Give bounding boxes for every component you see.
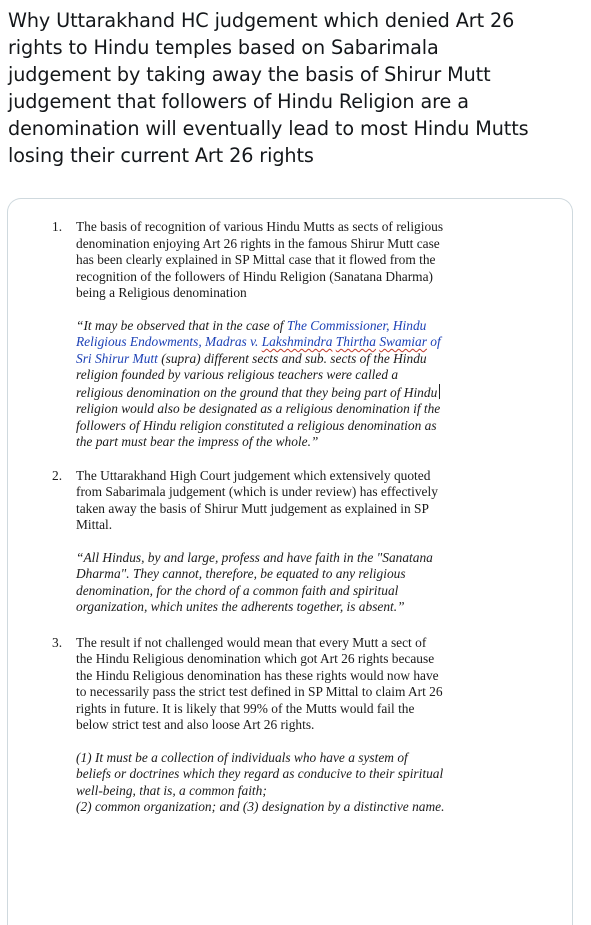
quote-line: well-being, that is, a common faith; xyxy=(76,782,267,798)
quote-line: the part must bear the impress of the whole.” xyxy=(76,434,319,449)
paragraph-line: the Hindu Religious denomination has these rights would now have xyxy=(76,667,439,683)
paragraph-line: The Uttarakhand High Court judgement which extensively quoted xyxy=(76,467,431,483)
quote-line: beliefs or doctrines which they regard as conducive to their spiritual xyxy=(76,766,444,781)
quote-line: denomination, for the chord of a common faith and spiritual xyxy=(76,582,399,598)
quote-line: religious denomination on the ground that they being part of Hindu xyxy=(76,384,538,402)
paragraph-line: recognition of the followers of Hindu Religion (Sanatana Dharma) xyxy=(76,268,433,284)
document-image xyxy=(48,219,538,816)
block-quote xyxy=(76,750,538,816)
tweet-text-line: judgement that followers of Hindu Religion are a xyxy=(8,90,469,113)
quote-line xyxy=(76,334,538,351)
quote-text: “It may be observed that in the case of xyxy=(76,317,287,333)
tweet-image-card[interactable] xyxy=(7,198,573,925)
spellcheck-word: Swamiar xyxy=(379,334,427,349)
block-quote xyxy=(76,318,538,451)
paragraph-line: below strict test and also loose Art 26 rights. xyxy=(76,717,315,732)
paragraph-line: the Hindu Religious denomination which got Art 26 rights because xyxy=(76,651,435,666)
list-item-number: 2. xyxy=(52,467,63,483)
tweet-text xyxy=(8,7,580,169)
paragraph-line: Mittal. xyxy=(76,517,113,532)
list-item xyxy=(48,219,538,451)
quote-line: Sri Shirur Mutt (supra) different sects and sub. sects of the Hindu xyxy=(76,350,427,366)
paragraph-line: The result if not challenged would mean that every Mutt a sect of xyxy=(76,634,427,650)
list-item-number: 1. xyxy=(52,219,63,234)
tweet-text-line: Why Uttarakhand HC judgement which denied Art 26 xyxy=(8,9,515,32)
quote-line xyxy=(76,318,538,335)
case-link[interactable]: Sri Shirur Mutt xyxy=(76,350,158,366)
case-link[interactable]: Religious Endowments, Madras v. Lakshmindra Thirtha Swamiar of xyxy=(76,334,441,349)
paragraph-line: The basis of recognition of various Hindu Mutts as sects of religious xyxy=(76,219,444,234)
paragraph-line: taken away the basis of Shirur Mutt judgement as explained in SP xyxy=(76,500,429,516)
paragraph-line: being a Religious denomination xyxy=(76,285,247,300)
list-item xyxy=(48,635,538,816)
tweet-text-line: denomination will eventually lead to most Hindu Mutts xyxy=(8,117,529,140)
quote-line: religion would also be designated as a religious denomination if the xyxy=(76,401,441,416)
spellcheck-word: Thirtha xyxy=(335,334,376,349)
tweet-text-line: judgement by taking away the basis of Shirur Mutt xyxy=(8,63,491,86)
paragraph-line: denomination enjoying Art 26 rights in the famous Shirur Mutt case xyxy=(76,235,440,251)
quote-line: religion founded by various religious teachers were called a xyxy=(76,367,399,382)
quote-line: followers of Hindu religion constituted a religious denomination as xyxy=(76,417,437,433)
text-cursor xyxy=(439,384,440,399)
list-item-number: 3. xyxy=(52,634,63,650)
quote-line: Dharma". They cannot, therefore, be equated to any religious xyxy=(76,566,406,581)
spellcheck-word: Lakshmindra xyxy=(261,334,333,349)
quote-line: organization, which unites the adherents together, is absent.” xyxy=(76,599,405,614)
block-quote xyxy=(76,550,538,616)
quote-line: (2) common organization; and (3) designation by a distinctive name. xyxy=(76,799,445,814)
case-link[interactable]: The Commissioner, Hindu xyxy=(286,317,427,333)
paragraph-line: from Sabarimala judgement (which is under review) has effectively xyxy=(76,484,438,499)
paragraph-line: to necessarily pass the strict test defined in SP Mittal to claim Art 26 xyxy=(76,684,443,699)
paragraph-line: rights in future. It is likely that 99% of the Mutts would fail the xyxy=(76,700,415,716)
paragraph-line: has been clearly explained in SP Mittal case that it flowed from the xyxy=(76,252,436,267)
tweet-text-line: rights to Hindu temples based on Sabarimala xyxy=(8,36,439,59)
quote-line: “All Hindus, by and large, profess and have faith in the "Sanatana xyxy=(76,549,433,565)
list-item xyxy=(48,468,538,616)
quote-line: (1) It must be a collection of individuals who have a system of xyxy=(76,749,408,765)
tweet-text-line: losing their current Art 26 rights xyxy=(8,144,314,167)
